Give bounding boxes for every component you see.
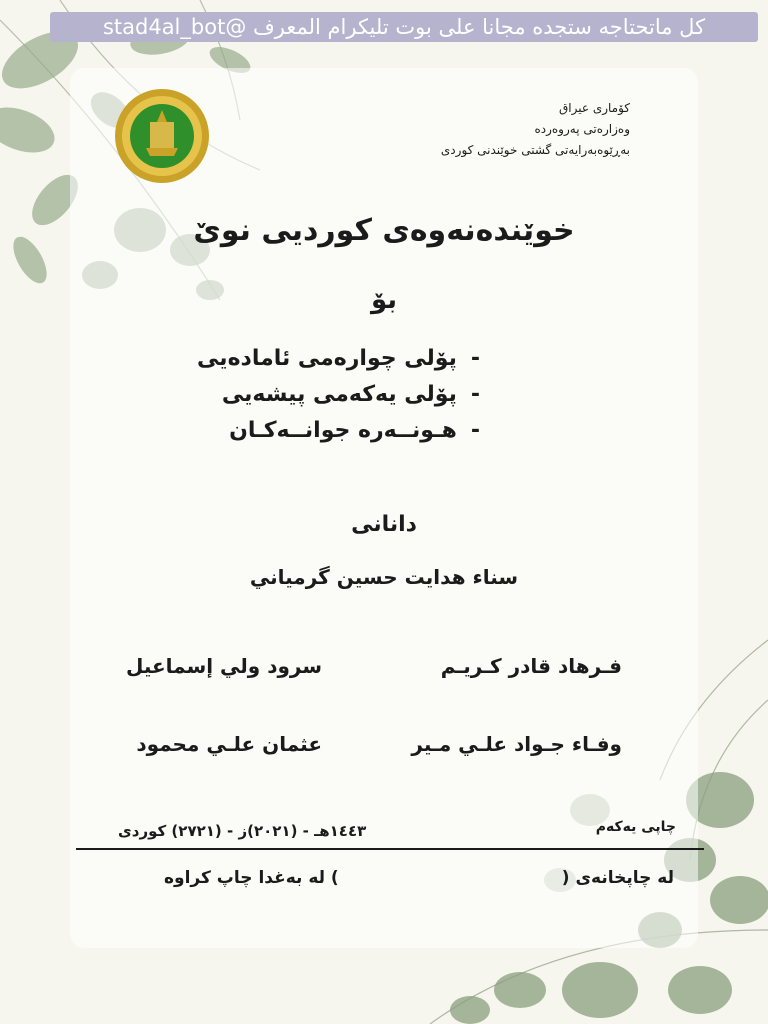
- grade-item: [197, 340, 480, 376]
- edition-label: چاپی یەكەم: [595, 819, 676, 835]
- grade-dash: -: [470, 417, 480, 443]
- telegram-banner[interactable]: كل ماتحتاجه ستجده مجانا على بوت تليكرام المعرف @stad4al_bot: [50, 12, 758, 42]
- grade-item: [197, 376, 480, 412]
- author-name: سرود ولي إسماعيل: [125, 654, 322, 678]
- author-name: عثمان علـي محمود: [136, 732, 322, 756]
- divider: [76, 848, 704, 850]
- header-line-ministry: وەزارەتی پەروەردە: [534, 122, 630, 136]
- header-line-directorate: بەڕێوەبەرایەتی گشتی خوێندنی كوردی: [440, 143, 630, 157]
- grade-label: هـونــەرە جوانــەكـان: [229, 417, 457, 443]
- printer-text-start: لە چاپخانەی (: [561, 868, 674, 888]
- ministry-emblem-icon: [110, 86, 214, 186]
- author-label: دانانی: [351, 512, 417, 537]
- header-line-country: كۆماری عیراق: [558, 101, 630, 115]
- document-card: [70, 68, 698, 948]
- grade-item: [197, 412, 480, 448]
- grade-label: پۆلی یەكەمی پیشەیی: [221, 381, 457, 407]
- author-name: فـرهاد قادر كـريـم: [440, 654, 622, 678]
- printer-text-end: ) لە بەغدا چاپ كراوە: [164, 868, 339, 888]
- date-line: ١٤٤٣هـ - (٢٠٢١)ز - (٢٧٢١) كوردی: [118, 822, 367, 840]
- author-name: وفـاء جـواد علـي مـير: [411, 732, 622, 756]
- for-label: بۆ: [370, 285, 398, 315]
- grade-label: پۆلی چوارەمی ئامادەیی: [197, 345, 457, 371]
- author-main: سناء هدايت حسين گرمياني: [249, 565, 519, 589]
- book-title: خوێندەنەوەی كوردیی نوێ: [193, 213, 575, 248]
- grade-list: [197, 340, 480, 448]
- grade-dash: -: [470, 345, 480, 371]
- header-lines: [330, 98, 630, 161]
- grade-dash: -: [470, 381, 480, 407]
